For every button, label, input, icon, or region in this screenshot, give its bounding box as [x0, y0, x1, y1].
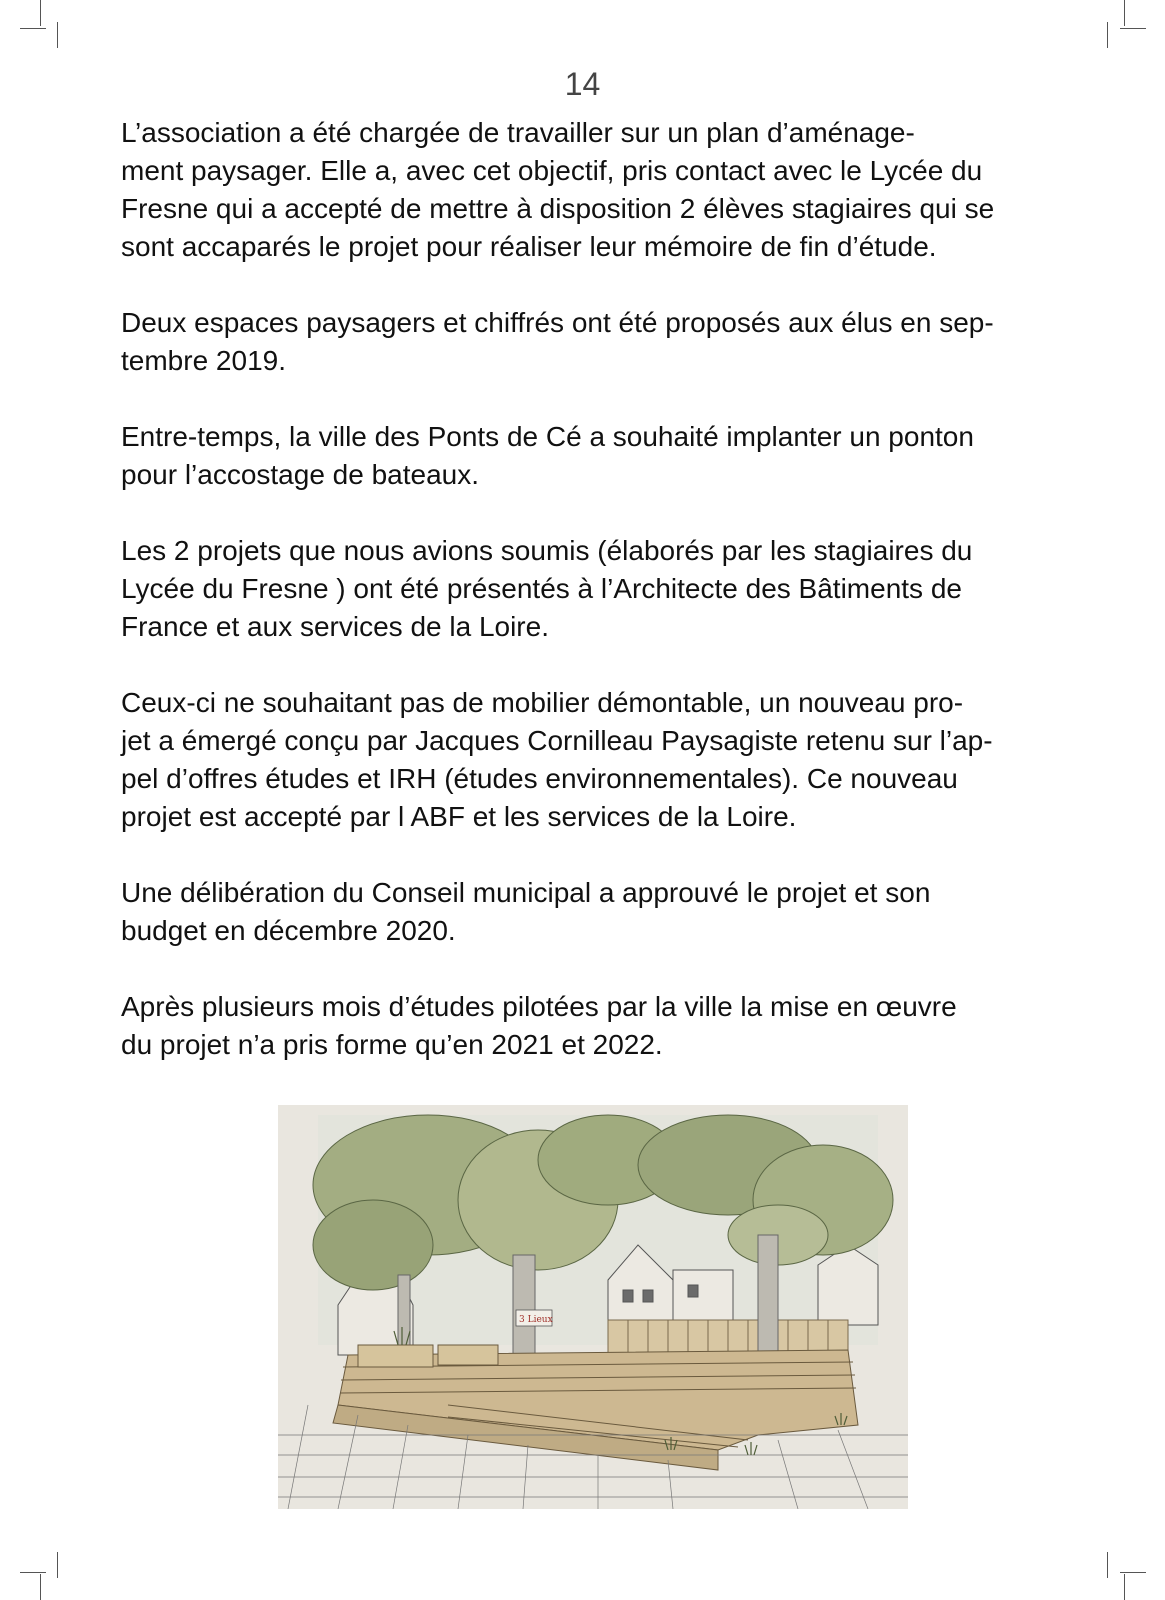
- paragraph: Entre-temps, la ville des Ponts de Cé a souhaité implanter un ponton pour l’accostage de bateaux.: [121, 421, 974, 490]
- landscape-sketch: [278, 1105, 908, 1509]
- paragraph: Les 2 projets que nous avions soumis (élaborés par les stagiaires du Lycée du Fresne ) ont été présentés à l’Architecte des Bâtiments de France et aux services de la Loire.: [121, 535, 973, 642]
- crop-mark-top-left-h: [20, 28, 46, 29]
- crop-mark-bottom-left-h: [20, 1572, 46, 1573]
- crop-mark-top-right-v2: [1107, 22, 1108, 48]
- crop-mark-bottom-left-v: [40, 1574, 41, 1600]
- crop-mark-top-right-v: [1124, 0, 1125, 26]
- paragraph: Ceux-ci ne souhaitant pas de mobilier démontable, un nouveau pro- jet a émergé conçu par Jacques Cornilleau Paysagiste retenu sur l’ap- pel d’offres études et IRH (études environnementales). Ce nouveau projet est accepté par l ABF et les services de la Loire.: [121, 687, 993, 832]
- crop-mark-top-left-v2: [57, 22, 58, 48]
- paragraph: L’association a été chargée de travailler sur un plan d’aménage- ment paysager. Elle a, avec cet objectif, pris contact avec le Lycée du Fresne qui a accepté de mettre à disposition 2 élèves stagiaires qui se sont accaparés le projet pour réaliser leur mémoire de fin d’étude.: [121, 117, 995, 262]
- crop-mark-bottom-right-h: [1120, 1572, 1146, 1573]
- crop-mark-bottom-left-v2: [57, 1552, 58, 1578]
- sign-3-lieux: [516, 1310, 553, 1326]
- crop-mark-top-left-v: [40, 0, 41, 26]
- paragraph: Après plusieurs mois d’études pilotées par la ville la mise en œuvre du projet n’a pris forme qu’en 2021 et 2022.: [121, 991, 957, 1060]
- planter-boxes: [358, 1345, 498, 1367]
- paragraph: Une délibération du Conseil municipal a approuvé le projet et son budget en décembre 2020.: [121, 877, 931, 946]
- crop-mark-top-right-h: [1120, 28, 1146, 29]
- sign-text: 3 Lieux: [519, 1315, 553, 1325]
- crop-mark-bottom-right-v: [1124, 1574, 1125, 1600]
- body-text: [121, 114, 1051, 1102]
- page-number: 14: [564, 66, 601, 102]
- paragraph: Deux espaces paysagers et chiffrés ont été proposés aux élus en sep- tembre 2019.: [121, 307, 994, 376]
- landscape-sketch-illustration: [278, 1105, 908, 1509]
- crop-mark-bottom-right-v2: [1107, 1552, 1108, 1578]
